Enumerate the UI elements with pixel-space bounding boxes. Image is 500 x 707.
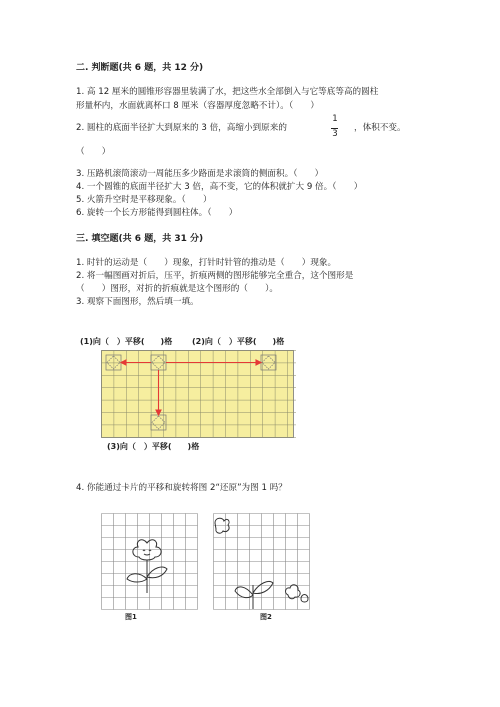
grid-label-3: (3)向（ ）平移( )格 <box>107 442 200 451</box>
fraction-denominator: 3 <box>332 129 338 139</box>
figure-1-grid <box>101 513 198 611</box>
question-2-5: 5. 火箭升空时是平移现象。（ ） <box>76 195 212 205</box>
grid-label-1: (1)向（ ）平移( )格 <box>80 337 173 346</box>
question-2-1-line2: 形量杯内，水面就离杯口 8 厘米（容器厚度忽略不计）。（ ） <box>76 101 319 111</box>
figure-2-grid <box>213 513 320 611</box>
question-3-2-line1: 2. 将一幅图画对折后，压平，折痕两侧的图形能够完全重合，这个图形是 <box>76 271 354 281</box>
question-2-2-paren: （ ） <box>76 147 111 157</box>
flower-icon <box>127 540 167 593</box>
question-2-3: 3. 压路机滚筒滚动一周能压多少路面是求滚筒的侧面积。（ ） <box>76 169 324 179</box>
question-2-2-end: ，体积不变。 <box>354 123 406 133</box>
question-3-4: 4. 你能通过卡片的平移和旋转将图 2“还原”为图 1 吗？ <box>76 483 287 493</box>
figure-2-caption: 图2 <box>260 613 272 621</box>
question-2-2: 2. 圆柱的底面半径扩大到原来的 3 倍，高缩小到原来的 <box>76 123 287 133</box>
figure-1-caption: 图1 <box>125 613 137 621</box>
grid-label-2: (2)向（ ）平移( )格 <box>192 337 285 346</box>
question-3-1: 1. 时针的运动是（ ）现象，打针时针管的推动是（ ）现象。 <box>76 258 337 268</box>
translation-grid <box>101 350 296 439</box>
section-3-title: 三. 填空题(共 6 题，共 31 分) <box>76 234 204 244</box>
fraction-numerator: 1 <box>332 114 338 124</box>
question-2-6: 6. 旋转一个长方形能得到圆柱体。（ ） <box>76 208 238 218</box>
question-3-3: 3. 观察下面图形，然后填一填。 <box>76 297 199 307</box>
question-3-2-line2: （ ）图形，对折的折痕就是这个图形的（ ）。 <box>76 284 278 294</box>
section-2-title: 二. 判断题(共 6 题，共 12 分) <box>76 63 204 73</box>
question-2-1-line1: 1. 高 12 厘米的圆锥形容器里装满了水，把这些水全部倒入与它等底等高的圆柱 <box>76 87 379 97</box>
question-2-4: 4. 一个圆锥的底面半径扩大 3 倍，高不变，它的体积就扩大 9 倍。（ ） <box>76 182 363 192</box>
